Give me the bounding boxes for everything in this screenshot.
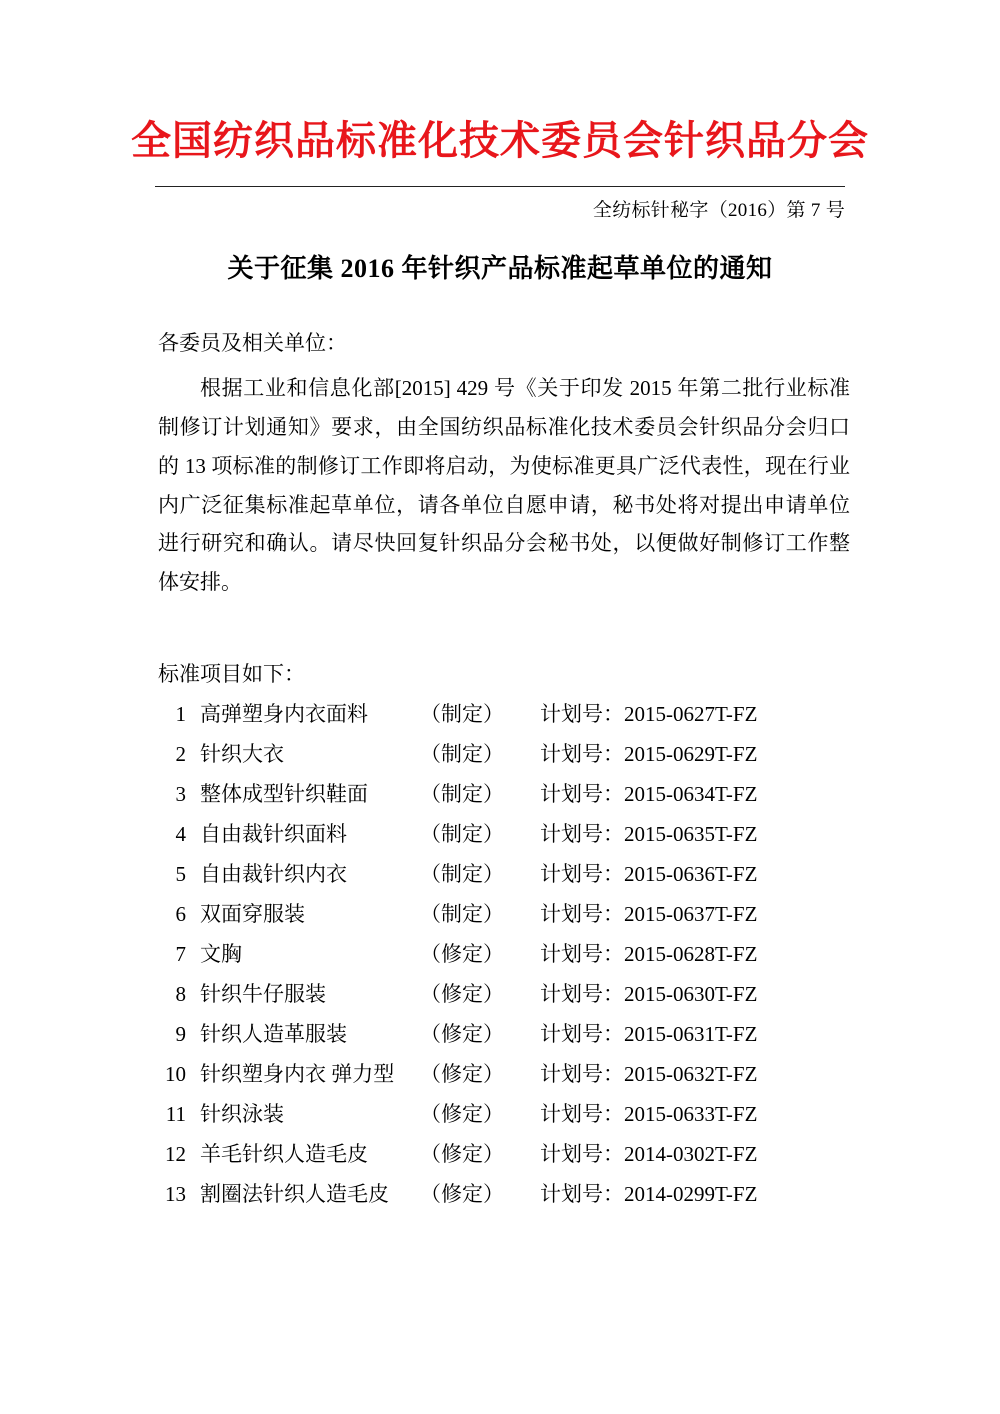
item-type: （制定）	[420, 822, 504, 847]
item-name: 双面穿服装	[200, 902, 305, 927]
item-name: 高弹塑身内衣面料	[200, 702, 368, 727]
list-item	[158, 1104, 850, 1125]
item-number: 13	[165, 1182, 186, 1207]
item-name: 自由裁针织内衣	[200, 862, 347, 887]
item-name: 针织大衣	[200, 742, 284, 767]
item-name: 文胸	[200, 942, 242, 967]
item-number: 7	[175, 942, 186, 967]
item-plan-number: 计划号：2015-0637T-FZ	[540, 902, 758, 927]
item-plan-number: 计划号：2015-0633T-FZ	[540, 1102, 758, 1127]
list-item	[158, 1064, 850, 1085]
document-title: 关于征集 2016 年针织产品标准起草单位的通知	[227, 254, 773, 283]
item-number: 5	[175, 862, 186, 887]
item-type: （制定）	[420, 902, 504, 927]
item-name: 针织塑身内衣 弹力型	[200, 1062, 395, 1087]
item-name: 针织泳装	[200, 1102, 284, 1127]
list-item	[158, 1024, 850, 1045]
item-plan-number: 计划号：2015-0629T-FZ	[540, 742, 758, 767]
item-plan-number: 计划号：2015-0630T-FZ	[540, 982, 758, 1007]
item-number: 8	[175, 982, 186, 1007]
document-body	[150, 327, 850, 1205]
item-name: 整体成型针织鞋面	[200, 782, 368, 807]
item-plan-number: 计划号：2015-0635T-FZ	[540, 822, 758, 847]
item-number: 1	[175, 702, 186, 727]
document-number: 全纺标针秘字（2016）第 7 号	[592, 200, 845, 221]
item-type: （制定）	[420, 702, 504, 727]
item-plan-number: 计划号：2015-0627T-FZ	[540, 702, 758, 727]
organization-masthead: 全国纺织品标准化技术委员会针织品分会	[131, 119, 869, 163]
list-item	[158, 784, 850, 805]
list-item	[158, 1184, 850, 1205]
list-item	[158, 984, 850, 1005]
item-type: （修定）	[420, 1022, 504, 1047]
item-number: 4	[175, 822, 186, 847]
item-number: 12	[165, 1142, 186, 1167]
list-item	[158, 904, 850, 925]
item-type: （修定）	[420, 1062, 504, 1087]
item-number: 6	[175, 902, 186, 927]
item-type: （修定）	[420, 1182, 504, 1207]
list-item	[158, 944, 850, 965]
item-name: 羊毛针织人造毛皮	[200, 1142, 368, 1167]
item-type: （修定）	[420, 942, 504, 967]
item-plan-number: 计划号：2015-0636T-FZ	[540, 862, 758, 887]
list-item	[158, 1144, 850, 1165]
item-type: （修定）	[420, 982, 504, 1007]
list-intro: 标准项目如下：	[158, 662, 305, 687]
item-type: （修定）	[420, 1142, 504, 1167]
item-plan-number: 计划号：2015-0632T-FZ	[540, 1062, 758, 1087]
list-item	[158, 864, 850, 885]
item-number: 2	[175, 742, 186, 767]
item-number: 3	[175, 782, 186, 807]
item-type: （制定）	[420, 862, 504, 887]
list-item	[158, 704, 850, 725]
salutation: 各委员及相关单位：	[158, 331, 347, 355]
item-plan-number: 计划号：2014-0302T-FZ	[540, 1142, 758, 1167]
item-number: 9	[175, 1022, 186, 1047]
main-paragraph: 根据工业和信息化部[2015] 429 号《关于印发 2015 年第二批行业标准制修订计划通知》要求，由全国纺织品标准化技术委员会针织品分会归口的 13 项标准的制修订工作即将启动，为使标准更具广泛代表性，现在行业内广泛征集标准起草单位，请各单位自愿申请，秘书处将对提出申请单位进行研究和确认。请尽快回复针织品分会秘书处，以便做好制修订工作整体安排。	[158, 376, 850, 595]
header-divider	[155, 186, 845, 187]
item-name: 割圈法针织人造毛皮	[200, 1182, 389, 1207]
item-plan-number: 计划号：2015-0634T-FZ	[540, 782, 758, 807]
item-plan-number: 计划号：2015-0631T-FZ	[540, 1022, 758, 1047]
item-type: （制定）	[420, 742, 504, 767]
item-name: 针织牛仔服装	[200, 982, 326, 1007]
list-item	[158, 824, 850, 845]
item-number: 11	[165, 1102, 186, 1127]
item-type: （修定）	[420, 1102, 504, 1127]
standards-list	[158, 704, 850, 1205]
item-plan-number: 计划号：2015-0628T-FZ	[540, 942, 758, 967]
item-name: 自由裁针织面料	[200, 822, 347, 847]
item-number: 10	[165, 1062, 186, 1087]
item-type: （制定）	[420, 782, 504, 807]
item-plan-number: 计划号：2014-0299T-FZ	[540, 1182, 758, 1207]
item-name: 针织人造革服装	[200, 1022, 347, 1047]
list-item	[158, 744, 850, 765]
